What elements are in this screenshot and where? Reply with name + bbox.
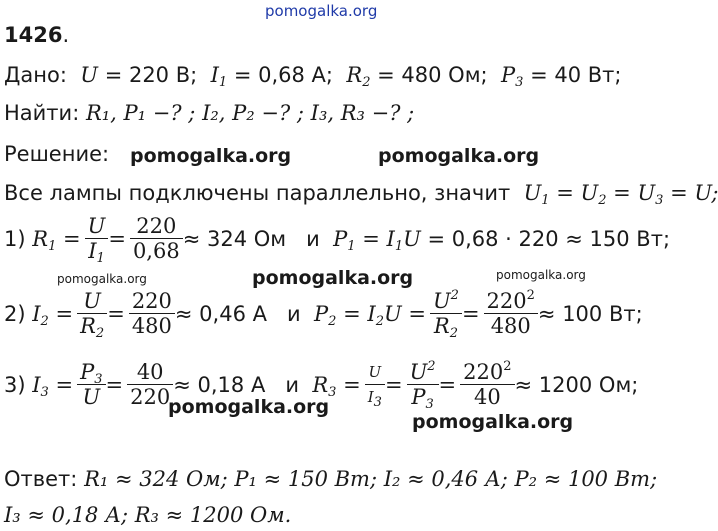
- find-part2: I₂, P₂ −? ;: [202, 101, 304, 125]
- fraction: $\frac{P_3}{U}$: [77, 360, 105, 409]
- watermark: pomogalka.org: [252, 267, 414, 289]
- answer-line-1: [4, 466, 657, 492]
- answer-label: Ответ:: [4, 467, 78, 491]
- solution-label: Решение:: [4, 142, 110, 166]
- watermark-top: pomogalka.org: [265, 2, 378, 20]
- watermark: pomogalka.org: [412, 411, 574, 433]
- find-line: [4, 100, 414, 126]
- result-P1: = 0,68 · 220 ≈ 150 Вт;: [427, 226, 671, 251]
- parallel-line: Все лампы подключены параллельно, значит $U_1 = U_2 = U_3 = U$;: [4, 181, 718, 208]
- watermark: pomogalka.org: [168, 396, 330, 418]
- fraction: $\frac{40}{220}$: [127, 360, 173, 409]
- fraction: $\frac{U^2}{R_2}$: [430, 289, 462, 338]
- given-R2: = 480 Ом;: [377, 63, 488, 87]
- answer-line-2: [4, 502, 291, 528]
- result-I3: ≈ 0,18 А: [173, 372, 266, 397]
- step-1: 1) $R_1$ = $\frac{U}{I_1}$ = $\frac{220}{0,68}$ ≈ 324 Ом и $P_1 = I_1U$ = 0,68 · 220 ≈ 150 Вт;: [4, 214, 671, 266]
- answer-text-1: R₁ ≈ 324 Ом; P₁ ≈ 150 Вт; I₂ ≈ 0,46 А; P₂ ≈ 100 Вт;: [84, 467, 658, 491]
- fraction: $\frac{220}{480}$: [129, 289, 175, 338]
- given-label: Дано:: [4, 63, 67, 87]
- step-2: 2) $I_2$ = $\frac{U}{R_2}$ = $\frac{220}{480}$ ≈ 0,46 А и $P_2 = I_2U$ = $\frac{U^2}{R_2}$ = $\frac{220^2}{480}$ ≈ 100 Вт;: [4, 288, 643, 341]
- given-line: Дано: U = 220 В; $I_1 = 0,68$ А; $R_2 = 480$ Ом; $P_3 = 40$ Вт;: [4, 63, 622, 90]
- result-P2: ≈ 100 Вт;: [537, 301, 643, 326]
- watermark: pomogalka.org: [496, 268, 586, 282]
- parallel-text: Все лампы подключены параллельно, значит: [4, 181, 511, 205]
- given-U: = 220 В;: [104, 63, 198, 87]
- fraction: $\frac{220}{0,68}$: [130, 214, 183, 263]
- fraction: $\frac{U^2}{P_3}$: [407, 360, 439, 409]
- watermark: pomogalka.org: [57, 272, 147, 286]
- fraction: $\frac{U}{I_3}$: [365, 360, 385, 409]
- given-I1: = 0,68 А;: [233, 63, 333, 87]
- fraction: $\frac{U}{I_1}$: [85, 214, 109, 263]
- find-part1: R₁, P₁ −? ;: [85, 101, 196, 125]
- watermark: pomogalka.org: [130, 145, 292, 167]
- given-P3: = 40 Вт;: [530, 63, 622, 87]
- result-R3: ≈ 1200 Ом;: [514, 372, 639, 397]
- fraction: $\frac{220^2}{40}$: [460, 360, 514, 409]
- watermark: pomogalka.org: [378, 145, 540, 167]
- answer-text-2: I₃ ≈ 0,18 А; R₃ ≈ 1200 Ом.: [4, 503, 292, 527]
- find-label: Найти:: [4, 101, 80, 125]
- problem-number: 1426.: [4, 23, 70, 47]
- result-R1: ≈ 324 Ом: [182, 226, 287, 251]
- result-I2: ≈ 0,46 А: [174, 301, 267, 326]
- fraction: $\frac{220^2}{480}$: [484, 289, 538, 338]
- fraction: $\frac{U}{R_2}$: [77, 289, 107, 338]
- step-3: 3) $I_3$ = $\frac{P_3}{U}$ = $\frac{40}{220}$ ≈ 0,18 А и $R_3$ = $\frac{U}{I_3}$ = $\frac{U^2}{P_3}$ = $\frac{220^2}{40}$ ≈ 1200 Ом;: [4, 359, 639, 412]
- find-part3: I₃, R₃ −? ;: [310, 101, 415, 125]
